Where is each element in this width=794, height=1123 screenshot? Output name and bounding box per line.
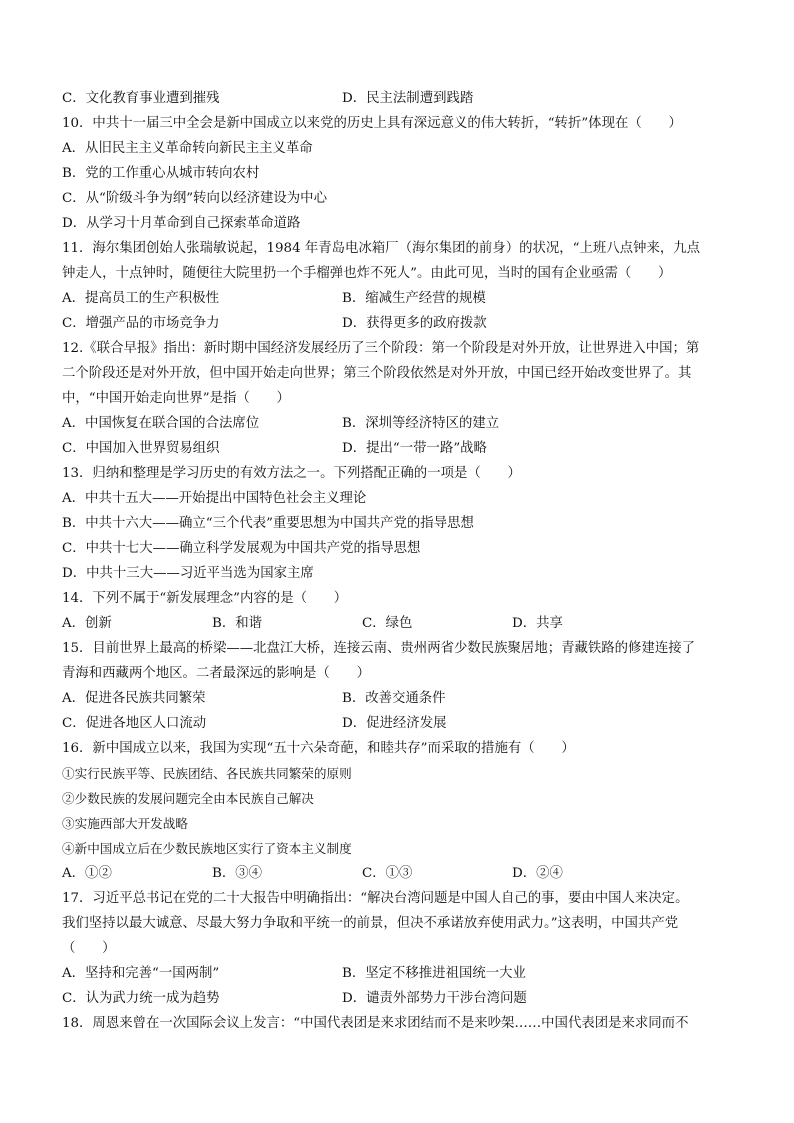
q12-option-b[interactable]: B．深圳等经济特区的建立 [342, 416, 500, 431]
q12-option-c[interactable]: C．中国加入世界贸易组织 [62, 441, 220, 456]
q14-option-d[interactable]: D．共享 [512, 616, 563, 631]
q14-option-a[interactable]: A．创新 [62, 616, 112, 631]
q11-option-a[interactable]: A．提高员工的生产积极性 [62, 291, 219, 306]
q11-stem-line-2: 钟走人，十点钟时，随便往大院里扔一个手榴弹也炸不死人”。由此可见，当时的国有企业亟需（ ） [62, 266, 672, 281]
q11-options-row-1 [62, 286, 742, 311]
q17-stem-line-3: （ ） [62, 941, 116, 956]
q17-option-c[interactable]: C．认为武力统一成为趋势 [62, 991, 220, 1006]
q18-stem: 18．周恩来曾在一次国际会议上发言：“中国代表团是来求团结而不是来吵架……中国代表团是来求同而不 [62, 1016, 689, 1031]
q11-options-row-2 [62, 311, 742, 336]
q16-option-c[interactable]: C．①③ [362, 866, 413, 881]
q14-option-c[interactable]: C．绿色 [362, 616, 413, 631]
q12-stem-line-1: 12.《联合早报》指出：新时期中国经济发展经历了三个阶段：第一个阶段是对外开放，让世界进入中国；第 [62, 341, 700, 356]
q15-stem-line-1: 15．目前世界上最高的桥梁——北盘江大桥，连接云南、贵州两省少数民族聚居地；青藏铁路的修建连接了 [62, 641, 696, 656]
q16-item-1: ①实行民族平等、民族团结、各民族共同繁荣的原则 [62, 766, 352, 781]
q12-option-a[interactable]: A．中国恢复在联合国的合法席位 [62, 416, 260, 431]
q10-option-b[interactable]: B．党的工作重心从城市转向农村 [62, 166, 260, 181]
q17-stem-line-2: 我们坚持以最大诚意、尽最大努力争取和平统一的前景，但决不承诺放弃使用武力。”这表明，中国共产党 [62, 916, 679, 931]
q15-option-d[interactable]: D．促进经济发展 [342, 716, 447, 731]
q16-option-a[interactable]: A．①② [62, 866, 112, 881]
q9-option-c[interactable]: C．文化教育事业遭到摧残 [62, 91, 220, 106]
q17-options-row-2 [62, 986, 742, 1011]
q17-option-d[interactable]: D．谴责外部势力干涉台湾问题 [342, 991, 527, 1006]
q12-option-d[interactable]: D．提出“一带一路”战略 [342, 441, 487, 456]
q16-options-row [62, 861, 742, 886]
q11-stem-line-1: 11．海尔集团创始人张瑞敏说起，1984 年青岛电冰箱厂（海尔集团的前身）的状况，“上班八点钟来，九点 [62, 241, 701, 256]
q13-stem: 13．归纳和整理是学习历史的有效方法之一。下列搭配正确的一项是（ ） [62, 466, 521, 481]
q13-option-a[interactable]: A．中共十五大——开始提出中国特色社会主义理论 [62, 491, 367, 506]
q16-item-2: ②少数民族的发展问题完全由本民族自己解决 [62, 791, 314, 806]
q16-item-4: ④新中国成立后在少数民族地区实行了资本主义制度 [62, 841, 352, 856]
q11-option-b[interactable]: B．缩减生产经营的规模 [342, 291, 486, 306]
q15-option-a[interactable]: A．促进各民族共同繁荣 [62, 691, 206, 706]
q10-option-a[interactable]: A．从旧民主主义革命转向新民主主义革命 [62, 141, 313, 156]
q16-item-3: ③实施西部大开发战略 [62, 816, 188, 831]
q15-options-row-1 [62, 686, 742, 711]
q17-options-row-1 [62, 961, 742, 986]
q17-option-b[interactable]: B．坚定不移推进祖国统一大业 [342, 966, 526, 981]
q10-option-c[interactable]: C．从“阶级斗争为纲”转向以经济建设为中心 [62, 191, 327, 206]
q13-option-c[interactable]: C．中共十七大——确立科学发展观为中国共产党的指导思想 [62, 541, 421, 556]
q17-stem-line-1: 17．习近平总书记在党的二十大报告中明确指出：“解决台湾问题是中国人自己的事，要由中国人来决定。 [62, 891, 689, 906]
q17-option-a[interactable]: A．坚持和完善“一国两制” [62, 966, 220, 981]
q14-options-row [62, 611, 742, 636]
q15-option-b[interactable]: B．改善交通条件 [342, 691, 446, 706]
q11-option-d[interactable]: D．获得更多的政府拨款 [342, 316, 487, 331]
q10-option-d[interactable]: D．从学习十月革命到自己探索革命道路 [62, 216, 301, 231]
q13-option-b[interactable]: B．中共十六大——确立“三个代表”重要思想为中国共产党的指导思想 [62, 516, 474, 531]
q11-option-c[interactable]: C．增强产品的市场竞争力 [62, 316, 220, 331]
q12-stem-line-2: 二个阶段还是对外开放，但中国开始走向世界；第三个阶段依然是对外开放，中国已经开始改变世界了。其 [62, 366, 692, 381]
q15-stem-line-2: 青海和西藏两个地区。二者最深远的影响是（ ） [62, 666, 370, 681]
q9-options-row [62, 86, 742, 111]
q10-stem: 10．中共十一届三中全会是新中国成立以来党的历史上具有深远意义的伟大转折，“转折”体现在（ ） [62, 116, 682, 131]
exam-page [62, 86, 742, 1036]
q14-option-b[interactable]: B．和谐 [212, 616, 263, 631]
q15-options-row-2 [62, 711, 742, 736]
q16-stem: 16．新中国成立以来，我国为实现“五十六朵奇葩，和睦共存”而采取的措施有（ ） [62, 741, 575, 756]
q12-options-row-1 [62, 411, 742, 436]
q15-option-c[interactable]: C．促进各地区人口流动 [62, 716, 207, 731]
q12-options-row-2 [62, 436, 742, 461]
q16-option-d[interactable]: D．②④ [512, 866, 563, 881]
q13-option-d[interactable]: D．中共十三大——习近平当选为国家主席 [62, 566, 314, 581]
q12-stem-line-3: 中，“中国开始走向世界”是指（ ） [62, 391, 290, 406]
q16-option-b[interactable]: B．③④ [212, 866, 263, 881]
q14-stem: 14．下列不属于“新发展理念”内容的是（ ） [62, 591, 348, 606]
q9-option-d[interactable]: D．民主法制遭到践踏 [342, 91, 474, 106]
